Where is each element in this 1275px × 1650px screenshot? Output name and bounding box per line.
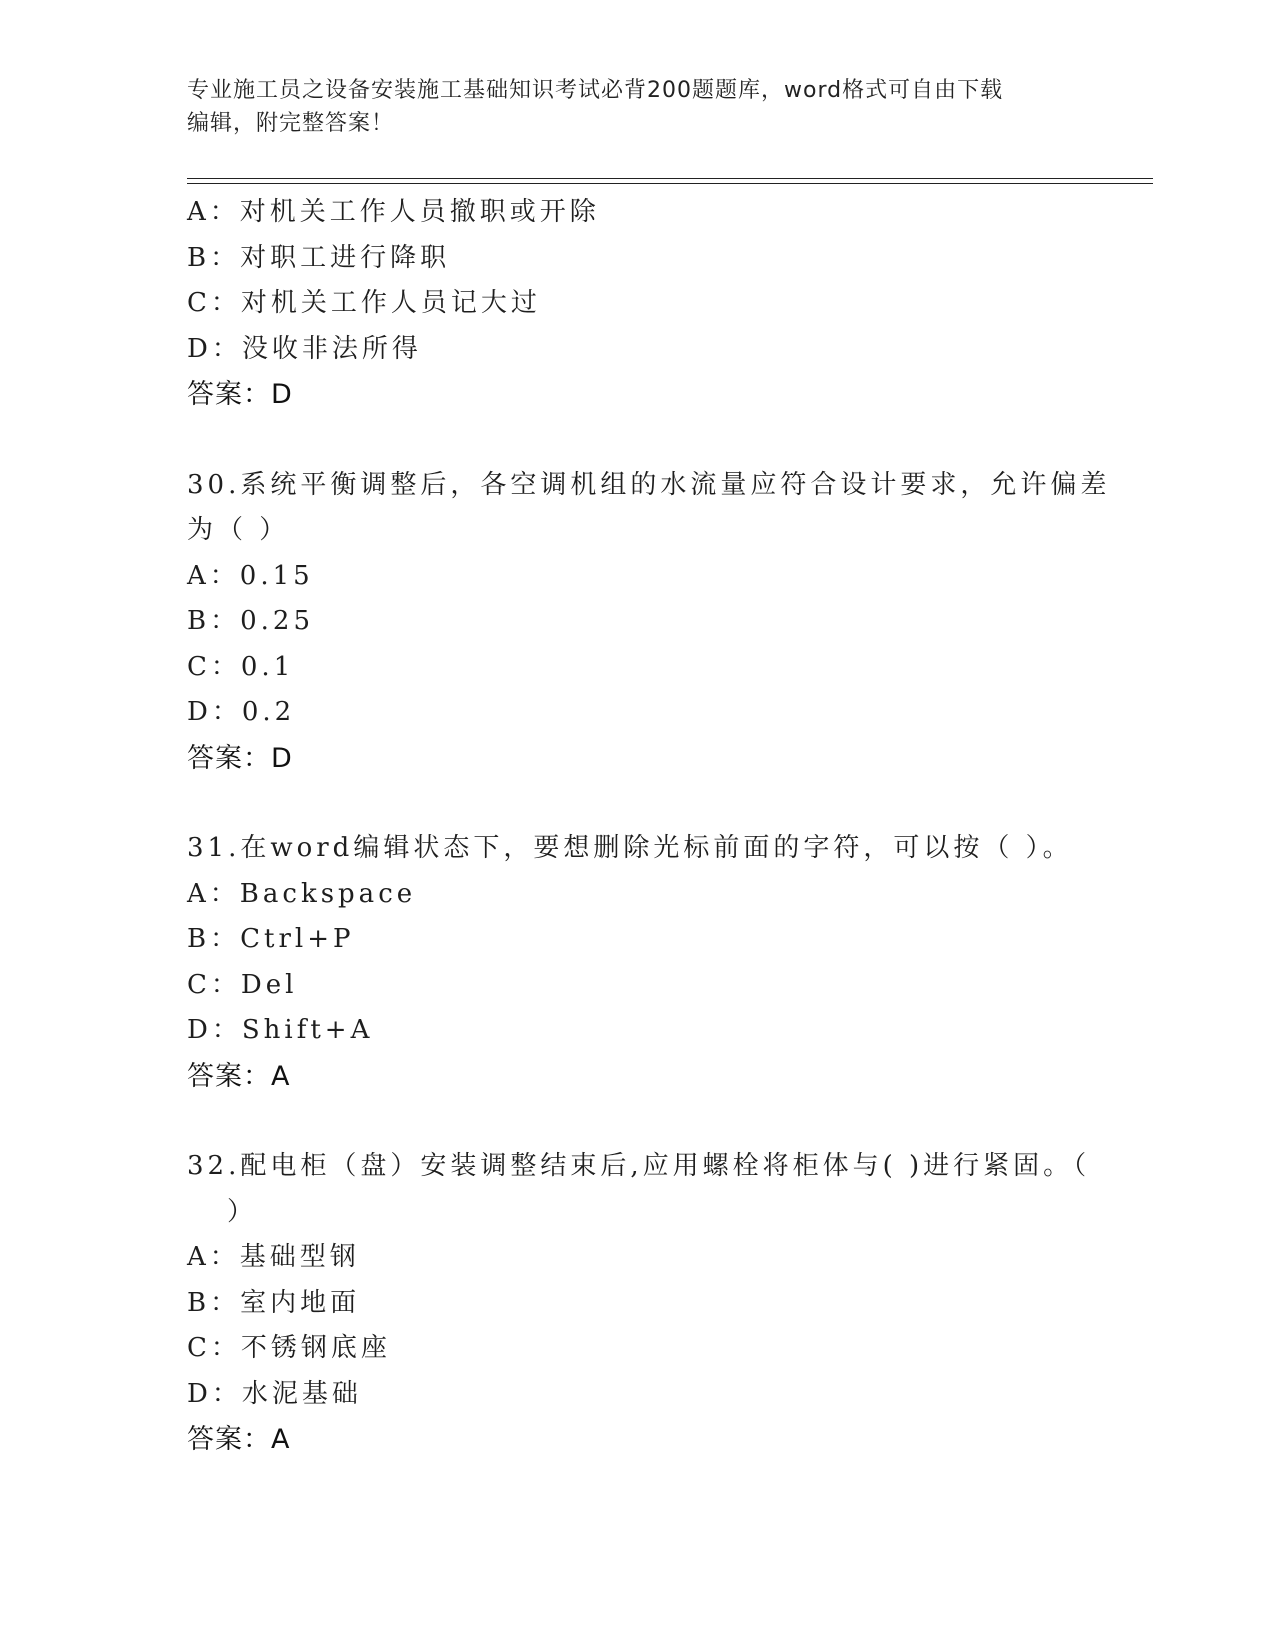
header-title-line-2: 编辑，附完整答案！ [187, 111, 395, 136]
option-c: C：对机关工作人员记大过 [187, 288, 541, 318]
option-c: C：不锈钢底座 [187, 1333, 391, 1363]
option-a: A：Backspace [187, 878, 417, 909]
option-c: C：0.1 [187, 651, 295, 682]
spacer [187, 1099, 1087, 1144]
question-30 [187, 463, 1111, 782]
header-divider-bottom [187, 183, 1153, 184]
question-stem-line-1: 32.配电柜（盘）安装调整结束后,应用螺栓将柜体与( )进行紧固。（ [187, 1151, 1091, 1181]
option-b: B：0.25 [187, 606, 314, 636]
question-list [187, 190, 1111, 1463]
question-32 [187, 1144, 1091, 1463]
question-stem-line-1: 30.系统平衡调整后，各空调机组的水流量应符合设计要求，允许偏差 [187, 469, 1111, 500]
header-divider-top [187, 178, 1153, 179]
question-29 [187, 190, 1087, 418]
answer-line: 答案：D [187, 379, 293, 410]
option-b: B：室内地面 [187, 1287, 361, 1318]
answer-line: 答案：A [187, 1424, 291, 1455]
option-a: A：对机关工作人员撤职或开除 [187, 197, 600, 227]
header-title-line-1: 专业施工员之设备安装施工基础知识考试必背200题题库，word格式可自由下载 [187, 78, 1004, 103]
question-stem: 31.在word编辑状态下，要想删除光标前面的字符，可以按（ ）。 [187, 833, 1073, 863]
spacer [187, 418, 1087, 463]
document-header [187, 74, 1087, 140]
answer-line: 答案：A [187, 1060, 291, 1092]
option-a: A：基础型钢 [187, 1242, 360, 1272]
question-31 [187, 826, 1087, 1099]
answer-line: 答案：D [187, 742, 293, 774]
option-d: D：Shift+A [187, 1015, 374, 1045]
question-stem-line-2: 为（ ） [187, 515, 290, 545]
option-d: D：0.2 [187, 697, 296, 727]
spacer [187, 781, 1087, 826]
question-stem-line-2: ） [227, 1196, 258, 1227]
option-b: B：Ctrl+P [187, 924, 355, 954]
option-a: A：0.15 [187, 560, 314, 591]
option-d: D：水泥基础 [187, 1378, 362, 1409]
option-b: B：对职工进行降职 [187, 242, 451, 273]
option-c: C：Del [187, 969, 298, 1000]
option-d: D：没收非法所得 [187, 333, 422, 364]
